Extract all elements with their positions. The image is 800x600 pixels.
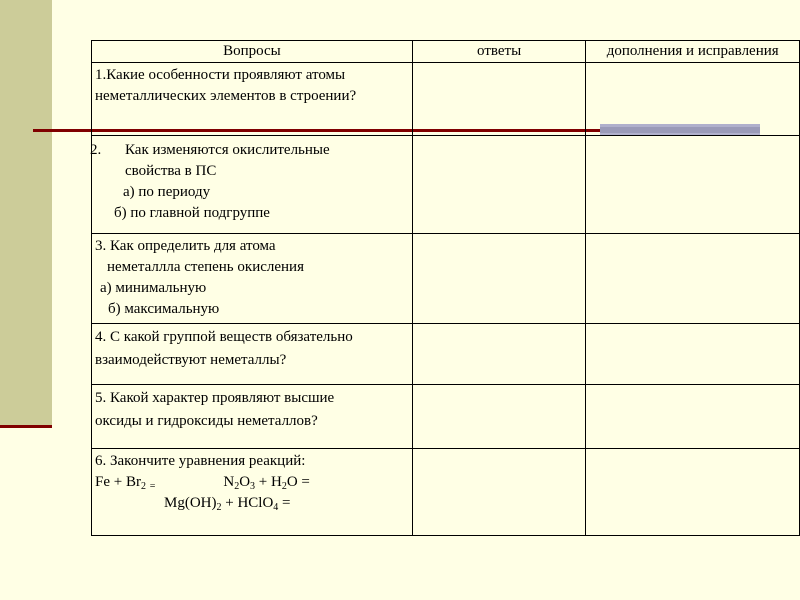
left-band-rule — [0, 425, 52, 428]
answer-cell-4[interactable] — [412, 324, 586, 385]
answer-cell-3[interactable] — [412, 234, 586, 324]
header-questions: Вопросы — [92, 41, 413, 63]
table-row — [92, 449, 800, 536]
header-answers: ответы — [412, 41, 586, 63]
answer-cell-5[interactable] — [412, 385, 586, 449]
answer-cell-6[interactable] — [412, 449, 586, 536]
table-header-row — [92, 41, 800, 63]
question-5: 5. Какой характер проявляют высшие оксиды и гидроксиды неметаллов? — [92, 385, 413, 449]
question-3: 3. Как определить для атома неметаллла степень окисления а) минимальную б) максимальную — [92, 234, 413, 324]
question-6: 6. Закончите уравнения реакций: $Fe + Br_2$ $_=$ $N_2O_3 + H_2O$ = $Mg(OH)_2$ + HClO$_4$ = — [92, 449, 413, 536]
correction-cell-6[interactable] — [586, 449, 800, 536]
header-corrections: дополнения и исправления — [586, 41, 800, 63]
correction-cell-4[interactable] — [586, 324, 800, 385]
table-row — [92, 136, 800, 234]
question-1: 1.Какие особенности проявляют атомы неметаллических элементов в строении? — [92, 63, 413, 136]
correction-cell-2[interactable] — [586, 136, 800, 234]
table-row — [92, 63, 800, 136]
worksheet-table — [91, 40, 800, 536]
question-2-number: 2. — [90, 142, 102, 158]
equation-line-2: $Mg(OH)_2$ + HClO$_4$ = — [164, 495, 291, 513]
correction-cell-3[interactable] — [586, 234, 800, 324]
table-row — [92, 324, 800, 385]
table-row — [92, 385, 800, 449]
question-2: 2. Как изменяются окислительные свойства в ПС а) по периоду б) по главной подгруппе — [92, 136, 413, 234]
left-decor-band — [0, 0, 52, 426]
correction-cell-1[interactable] — [586, 63, 800, 136]
equation-line-1: $Fe + Br_2$ $_=$ $N_2O_3 + H_2O$ = — [95, 474, 310, 492]
correction-cell-5[interactable] — [586, 385, 800, 449]
table-row — [92, 234, 800, 324]
question-4: 4. С какой группой веществ обязательно взаимодействуют неметаллы? — [92, 324, 413, 385]
answer-cell-1[interactable] — [412, 63, 586, 136]
answer-cell-2[interactable] — [412, 136, 586, 234]
